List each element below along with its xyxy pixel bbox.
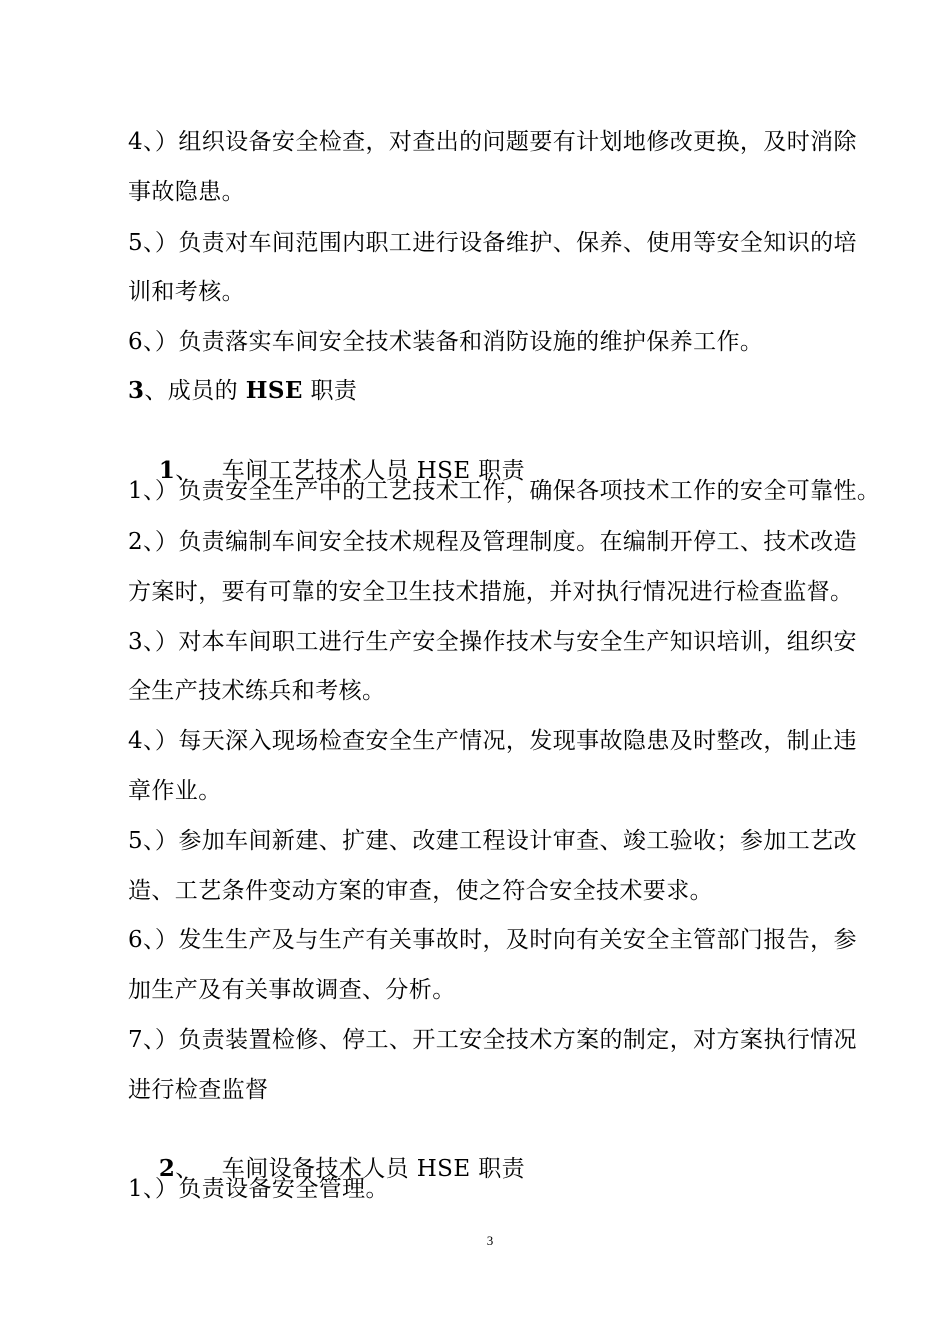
- paragraph-line: 造、工艺条件变动方案的审查，使之符合安全技术要求。: [128, 878, 713, 904]
- section-heading-suffix: 职责: [302, 378, 358, 404]
- paragraph-line: 方案时，要有可靠的安全卫生技术措施，并对执行情况进行检查监督。: [128, 579, 854, 605]
- section-heading-number: 3: [128, 377, 145, 404]
- paragraph-line: 7、）负责装置检修、停工、开工安全技术方案的制定，对方案执行情况: [128, 1027, 857, 1053]
- page-number: 3: [486, 1233, 494, 1248]
- paragraph-line: 章作业。: [128, 778, 222, 804]
- paragraph-line: 4、）每天深入现场检查安全生产情况，发现事故隐患及时整改，制止违: [128, 728, 857, 754]
- section-heading-text: 、成员的: [144, 378, 246, 404]
- paragraph-line: 1、）负责安全生产中的工艺技术工作，确保各项技术工作的安全可靠性。: [128, 478, 881, 504]
- paragraph-line: 2、）负责编制车间安全技术规程及管理制度。在编制开停工、技术改造: [128, 529, 857, 555]
- paragraph-line: 全生产技术练兵和考核。: [128, 678, 386, 704]
- paragraph-line: 进行检查监督: [128, 1077, 269, 1103]
- subsection-title: 、 车间设备技术人员 HSE 职责: [175, 1156, 526, 1182]
- paragraph-line: 事故隐患。: [128, 179, 245, 205]
- paragraph-line: 6、）负责落实车间安全技术装备和消防设施的维护保养工作。: [128, 329, 764, 355]
- paragraph-line: 6、）发生生产及与生产有关事故时，及时向有关安全主管部门报告，参: [128, 927, 857, 953]
- section-heading-hse: HSE: [245, 377, 303, 404]
- paragraph-line: 5、）负责对车间范围内职工进行设备维护、保养、使用等安全知识的培: [128, 230, 857, 256]
- subsection-number: 1: [158, 457, 176, 484]
- paragraph-line: 3、）对本车间职工进行生产安全操作技术与安全生产知识培训，组织安: [128, 629, 857, 655]
- paragraph-line: 4、）组织设备安全检查，对查出的问题要有计划地修改更换，及时消除: [128, 129, 857, 155]
- paragraph-line: 加生产及有关事故调查、分析。: [128, 977, 456, 1003]
- section-heading: [128, 376, 357, 406]
- subsection-title: 、 车间工艺技术人员 HSE 职责: [175, 458, 526, 484]
- paragraph-line: 1、）负责设备安全管理。: [128, 1176, 389, 1202]
- paragraph-line: 训和考核。: [128, 279, 245, 305]
- subsection-number: 2: [158, 1155, 176, 1182]
- paragraph-line: 5、）参加车间新建、扩建、改建工程设计审查、竣工验收；参加工艺改: [128, 828, 857, 854]
